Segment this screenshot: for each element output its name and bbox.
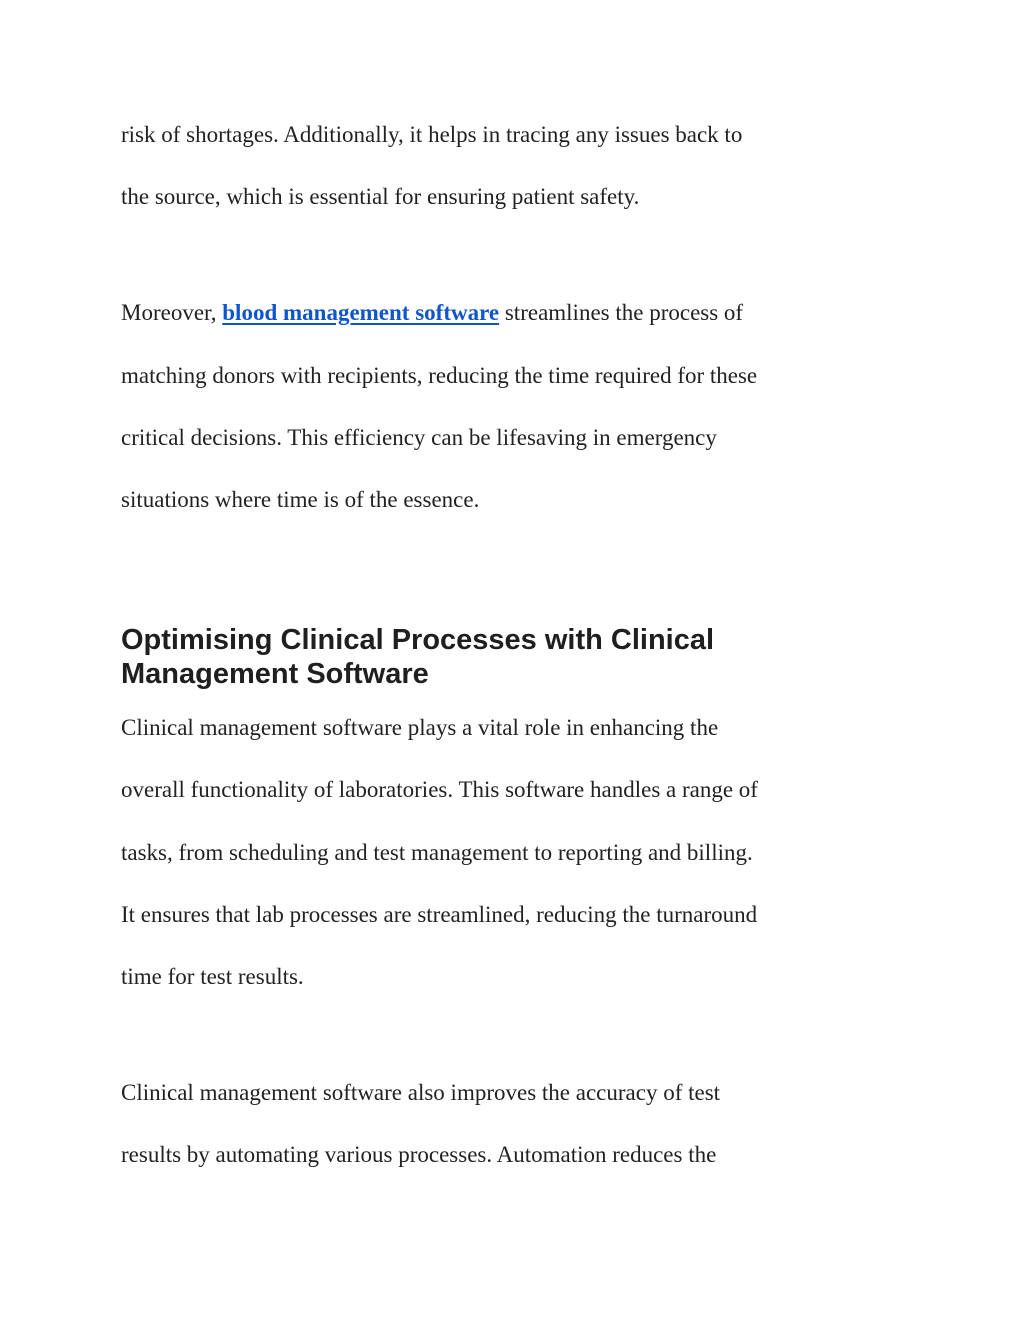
paragraph-3-line-5: time for test results.	[121, 964, 304, 989]
section-heading-line-1: Optimising Clinical Processes with Clinical	[121, 624, 715, 656]
paragraph-2-line-2: matching donors with recipients, reducing the time required for these	[121, 363, 758, 388]
paragraph-3-line-3: tasks, from scheduling and test management to reporting and billing.	[121, 840, 753, 865]
paragraph-1-line-1: risk of shortages. Additionally, it helps in tracing any issues back to	[121, 122, 743, 147]
paragraph-2-line-3: critical decisions. This efficiency can be lifesaving in emergency	[121, 425, 717, 450]
paragraph-2-intro-text: Moreover,	[121, 300, 223, 325]
paragraph-4-line-2: results by automating various processes. Automation reduces the	[121, 1142, 717, 1167]
paragraph-2-line-4: situations where time is of the essence.	[121, 487, 480, 512]
paragraph-2-line-1	[121, 299, 743, 327]
blood-management-software-link[interactable]: blood management software	[222, 300, 500, 325]
paragraph-3-line-2: overall functionality of laboratories. This software handles a range of	[121, 777, 758, 802]
paragraph-3-line-4: It ensures that lab processes are streamlined, reducing the turnaround	[121, 902, 758, 927]
paragraph-2-continuation-text: streamlines the process of	[499, 300, 744, 325]
section-heading-line-2: Management Software	[121, 658, 429, 690]
paragraph-3-line-1: Clinical management software plays a vital role in enhancing the	[121, 715, 719, 740]
paragraph-4-line-1: Clinical management software also improves the accuracy of test	[121, 1080, 721, 1105]
paragraph-1-line-2: the source, which is essential for ensuring patient safety.	[121, 184, 640, 209]
